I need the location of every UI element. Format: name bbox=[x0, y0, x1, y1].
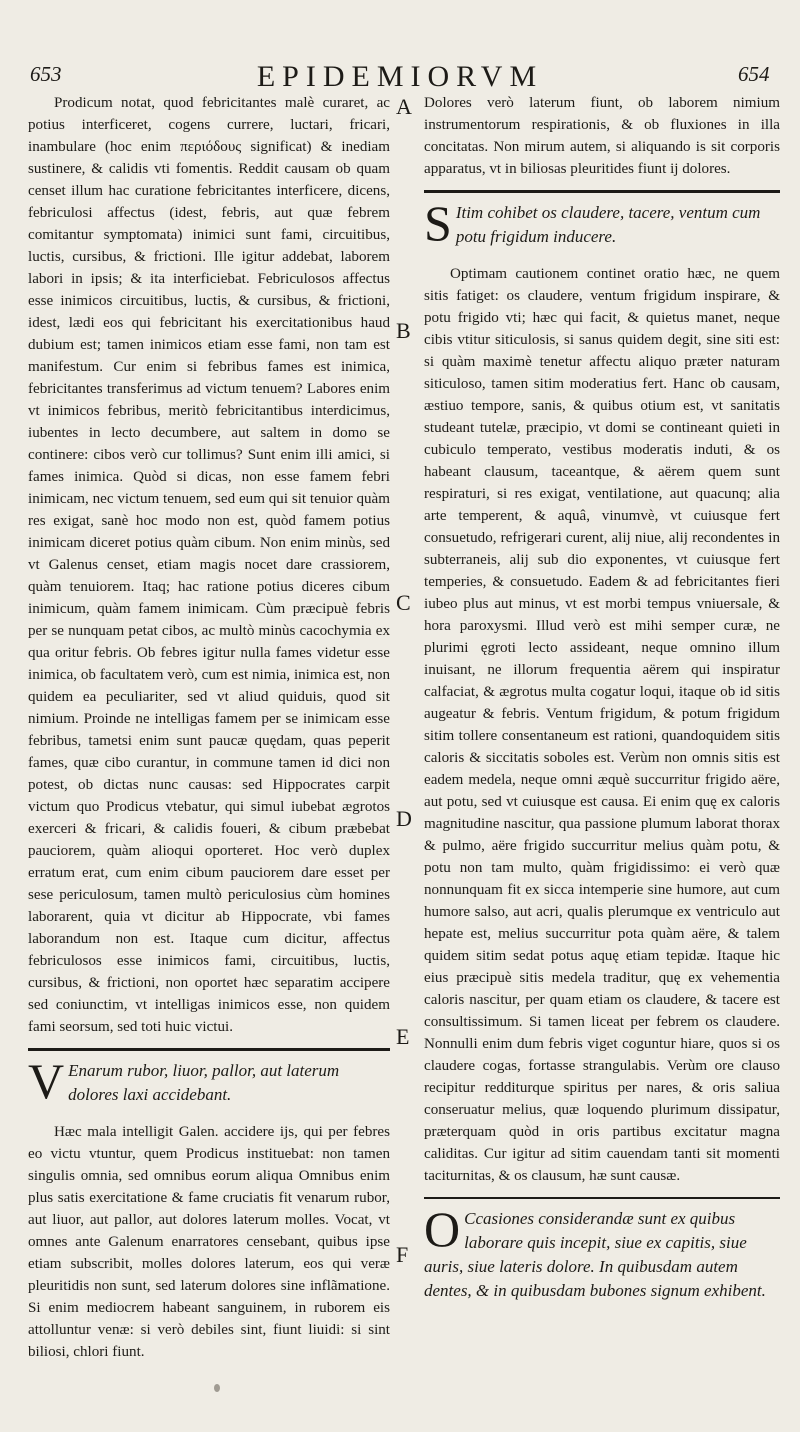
margin-letter-b: B bbox=[396, 318, 411, 343]
ink-smudge bbox=[214, 1384, 220, 1392]
drop-capital: S bbox=[424, 195, 452, 251]
lemma-text: Itim cohibet os claudere, tacere, ventum cum potu frigidum inducere. bbox=[455, 203, 761, 246]
margin-letter-f: F bbox=[396, 1242, 409, 1267]
right-column bbox=[424, 92, 780, 1317]
section-divider bbox=[424, 190, 780, 193]
margin-letter-e: E bbox=[396, 1024, 410, 1049]
section-divider bbox=[424, 1197, 780, 1199]
drop-capital: V bbox=[28, 1053, 65, 1109]
margin-letter-d: D bbox=[396, 806, 412, 831]
commentary-paragraph: Optimam cautionem continet oratio hæc, ne quem sitis fatiget: os claudere, ventum frigidum inspirare, & potu frigido vti; hæc qui facit, & quietus manet, neque cibis vtitur siticulosis, si sanus quidem degit, sine siti est: si quàm maximè tenetur affectu aliquo præter naturam siticuloso, tamen sitim moderatius fert. Hanc ob causam, æstiuo tempore, sanis, & quibus otium est, vt sanitatis studeant tutelæ, præcipio, vt domi se contineant quieti in cubiculo temperato, vestibus moderatis induti, & os habeant clausum, taceantque, & aërem quem sunt respiraturi, si res exigat, ventilatione, aut quacunq; alia arte temperent, & aquâ, vinumvè, vt cuiusque fert consuetudo, refrigerari curent, alij niue, alij recondentes in subterraneis, alij sub dio exponentes, vt cuiusque fert temperies, & consuetudo. Eadem & ad febricitantes fieri iubeo plus aut minus, vt est morbi tempus vniuersale, & hora paroxysmi. Illud verò est mihi semper curæ, ne plurimi ęgroti lecto assideant, neque omnino illum inuisant, ne illorum frequentia aërem qui inspiratur calfaciat, & ægrotus multa cogatur loqui, itaque ob id sitis augeatur & febris. Ventum frigidum, & potum frigidum sitim tollere consentaneum est rationi, quandoquidem sitis caloris & siccitatis soboles est. Verùm non omnis sitis est eadem medela, neque omni æquè succurritur frigido aëre, aut potu, sed vt cuiusque est causa. Ei enim quę ex caloris magnitudine nascitur, qua passione plumum laborat thorax & pulmo, aëre frigido succurritur melius quàm potu, & potu non tam multo, quàm frigidissimo: ei verò quæ nonnunquam fit ex sicca intemperie sine humore, aut cum humore salso, aut acri, qualis plerumque ex ventriculo aut hepate est, melius succurritur pota quàm aëre, & talem quidem sitim sedat potus aquę etiam tepidæ. Itaque hic eius præcipuè sitis medela traditur, quę ex vehementia caloris nascitur, per quam etiam os claudere, & tacere est consultissimum. Si tamen liceat per febrem os claudere. Nonnulli enim dum febris viget coguntur hiare, quos si os claudere cogas, fortasse strangulabis. Verùm ore clauso recipitur redditurque spiritus per nares, & oris saliua conseruatur melius, quæ loquendo plurimum dissipatur, præterquam quòd in oris partibus excitatur magna caliditas. Cur igitur ad sitim cauendam tanti sit momenti taciturnitas, & os clausum, hæ sunt causæ. bbox=[424, 266, 780, 1184]
commentary-paragraph: Dolores verò laterum fiunt, ob laborem nimium instrumentorum respirationis, & ob fluxiones in illa concitatas. Non mirum autem, si aliquando is sit corporis apparatus, vt in biliosas pleuritides fiunt ij dolores. bbox=[424, 95, 780, 177]
margin-letter-c: C bbox=[396, 590, 411, 615]
left-column bbox=[28, 92, 390, 1363]
lemma-text: Ccasiones considerandæ sunt ex quibus laborare quis incepit, siue ex capitis, siue auris, siue lateris dolore. In quibusdam autem dentes, & in quibusdam bubones signum exhibent. bbox=[424, 1209, 766, 1300]
running-title: EPIDEMIORVM bbox=[256, 60, 544, 93]
commentary-paragraph: Prodicum notat, quod febricitantes malè curaret, ac potius interficeret, cogens currere, luctari, fricari, inambulare (hoc enim περιόδους significat) & inediam sustinere, & calidis vti fomentis. Reddit causam ob quam censet illum hac curatione febricitantes interficere, dicens, febriculosi affectus (idest, febris, aut quæ febrem comitantur symptomata) inimici sunt fami, circuitibus, luctis, cursibus, & frictioni. Ille igitur addebat, laborem labori in ipsis; & ita interficiebat. Febriculosos affectus esse inimicos circuitibus, luctis, & cursibus, & frictioni, idest, lædi eos qui febricitant his exercitationibus haud dubium est; tamen inimicos etiam esse fami, non tam est manifestum. Cur enim si febribus fames est inimica, febricitantes transferimus ad victum tenuem? Labores enim vt inimicos febribus, meritò febricitantibus interdicimus, iubentes in lecto decumbere, aut saltem in domo se continere: cibos verò cur tollimus? Sunt enim illi amici, si fames inimica. Quòd si dicas, non esse famem febri inimicam, nec victum tenuem, sed eum qui sit tenuior quàm res exigat, sanè hoc modo non est, quòd famem potius inimicam diceret potius quàm cibum. Non enim minùs, sed vt Galenus censet, etiam magis nocet dare crassiorem, quàm tenuiorem. Itaq; hac ratione potius diceres cibum inimicum, quàm famem inimicam. Cùm præcipuè febris per se nunquam petat cibos, ac multò minùs cacochymia ex qua oritur febris. Ob febres igitur nulla fames videtur esse inimica, ob facultatem verò, cum est nimia, inimica est, non quidem ea peculiariter, sed vt aliud quiduis, quod sit nimium. Proinde ne intelligas famem per se inimicam esse febribus, tametsi enim sunt paucæ quędam, quas peperit fames, quæ cibo curantur, in commune tamen id dici non potest, ob dictas nunc causas: sed Hippocrates carpit victum quo Prodicus vtebatur, qui simul iubebat ægrotos exerceri & fricari, & calidis foueri, & cibum præbebat pauciorem, quàm alioqui oporteret. Hoc verò duplex erratum erat, cum enim cibum pauciorem dare esset per sese periculosum, tamen multò periculosius cùm homines laborarent, quia vt dicitur ab Hippocrate, vbi fames laborandum non est. Itaque cum dicitur, affectus febriculosos esse inimicos fami, circuitibus, luctis, cursibus, & frictioni, non oportet hæc separatim accipere sed coniunctim, vt intelligas inimicos esse, non quidem fami seorsum, sed toti huic victui. bbox=[28, 95, 390, 1035]
section-divider bbox=[28, 1048, 390, 1051]
hippocratic-lemma bbox=[424, 1201, 780, 1303]
hippocratic-lemma bbox=[424, 195, 780, 251]
commentary-paragraph: Hæc mala intelligit Galen. accidere ijs, qui per febres eo victu vtuntur, quem Prodicus instituebat: non tamen singulis omnia, sed omnibus eorum aliqua Omnibus enim plus satis exercitatione & fame cruciatis fit venarum rubor, aut liuor, aut pallor, aut dolores laterum molles. Vocat, vt omnes ante Galenum enarratores censebant, quibus ipse etiam subscribit, molles dolores laterum, eos qui veræ pleuritidis non sunt, sed laterum dolores sine inflãmatione. Si enim mediocrem habeant sanguinem, in ruborem eis attolluntur venæ: si verò debiles sint, fiunt liuidi: si sint biliosi, chlori fiunt. bbox=[28, 1124, 390, 1360]
margin-letter-a: A bbox=[396, 94, 412, 119]
left-page-number: 653 bbox=[30, 62, 62, 86]
drop-capital: O bbox=[424, 1201, 461, 1257]
hippocratic-lemma bbox=[28, 1053, 390, 1109]
lemma-text: Enarum rubor, liuor, pallor, aut laterum dolores laxi accidebant. bbox=[68, 1061, 340, 1104]
right-page-number: 654 bbox=[738, 62, 770, 86]
